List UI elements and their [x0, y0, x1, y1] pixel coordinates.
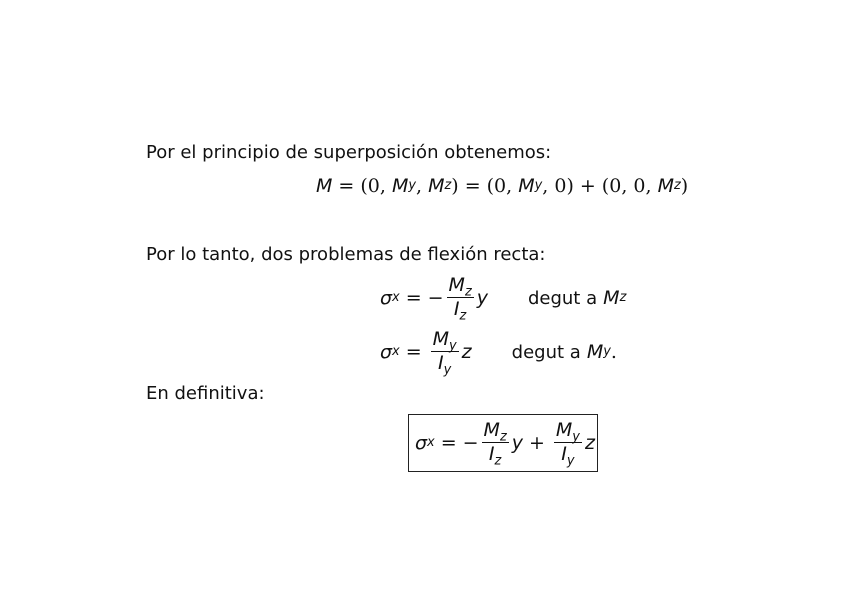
comma: , [506, 175, 513, 197]
lparen: ( [360, 175, 368, 197]
intro-paragraph: Por el principio de superposición obtenemos: [146, 142, 552, 163]
fraction-mz-iz [447, 274, 474, 324]
equals-sign: = [338, 175, 355, 197]
lparen: ( [486, 175, 495, 197]
comma: , [415, 175, 423, 197]
zero: 0 [609, 175, 622, 197]
sigma-symbol: σ [380, 341, 393, 363]
comma: , [645, 175, 652, 197]
moment-symbol: M [432, 328, 450, 351]
rparen: ) [680, 175, 689, 197]
rparen: ) [451, 175, 459, 197]
moment-symbol: M [448, 274, 465, 297]
stress-equation-mz: σ x = − $\frac{M_z}{I_z}$ y degut a M z [380, 274, 627, 324]
period: . [610, 341, 617, 363]
bending-paragraph: Por lo tanto, dos problemas de flexión recta: [146, 244, 546, 265]
rparen: ) [566, 175, 574, 197]
equals-sign: = [405, 287, 422, 309]
superposition-equation: M = ( 0 , M y , M z ) = ( 0 , M y , 0 ) + ( 0 , 0 , M z ) [316, 175, 689, 197]
moment-symbol: M [316, 175, 333, 197]
stress-equation-my: σ x = $\frac{M_y}{I_y}$ z degut a M y . [380, 328, 617, 378]
subscript-y: y [572, 429, 580, 445]
subscript-y: y [566, 453, 575, 469]
comma: , [379, 175, 386, 197]
sigma-symbol: σ [380, 287, 393, 309]
subscript-z: z [459, 308, 467, 324]
zero: 0 [494, 175, 507, 197]
zero: 0 [367, 175, 380, 197]
moment-symbol: M [428, 175, 445, 197]
conclusion-paragraph: En definitiva: [146, 383, 265, 404]
moment-symbol: M [518, 175, 535, 197]
moment-symbol: M [391, 175, 409, 197]
boxed-final-equation: σ x = − $\frac{M_z}{I_z}$ y + $\frac{M_y}{I_y}$ z [408, 414, 598, 472]
variable-y: y [511, 432, 523, 454]
moment-symbol: M [603, 287, 620, 309]
inertia-symbol: I [438, 352, 444, 374]
variable-z: z [584, 432, 595, 454]
cause-note: degut a [527, 287, 598, 309]
equals-sign: = [440, 432, 457, 454]
subscript-y: y [443, 362, 452, 378]
sigma-symbol: σ [415, 432, 428, 454]
moment-symbol: M [483, 419, 500, 442]
fraction-my-iy [431, 328, 459, 378]
subscript-y: y [449, 338, 457, 354]
equals-sign: = [405, 341, 422, 363]
cause-note: degut a [511, 341, 581, 363]
minus-sign: − [462, 432, 479, 454]
comma: , [621, 175, 628, 197]
moment-symbol: M [555, 419, 573, 442]
variable-z: z [461, 341, 472, 363]
subscript-z: z [494, 453, 502, 469]
inertia-symbol: I [561, 443, 567, 465]
comma: , [542, 175, 549, 197]
subscript-z: z [464, 284, 472, 300]
variable-y: y [476, 287, 488, 309]
fraction-mz-iz [482, 419, 509, 469]
moment-symbol: M [586, 341, 604, 363]
minus-sign: − [427, 287, 444, 309]
inertia-symbol: I [488, 443, 495, 465]
fraction-my-iy [554, 419, 582, 469]
inertia-symbol: I [453, 298, 460, 320]
plus-sign: + [579, 175, 596, 197]
lparen: ( [601, 175, 610, 197]
zero: 0 [554, 175, 567, 197]
plus-sign: + [528, 432, 545, 454]
zero: 0 [633, 175, 646, 197]
equals-sign: = [464, 175, 481, 197]
subscript-z: z [499, 429, 507, 445]
moment-symbol: M [657, 175, 674, 197]
